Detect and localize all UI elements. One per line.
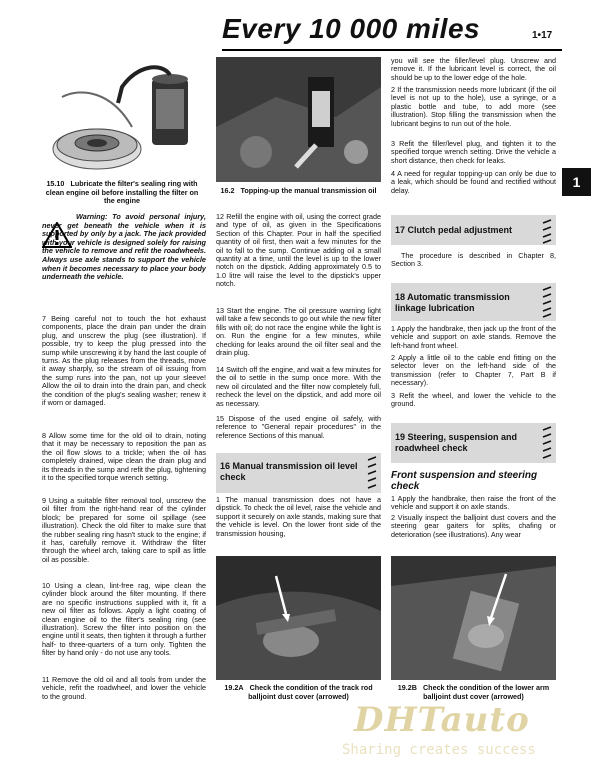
header-rule — [222, 49, 562, 51]
figure-16-2-caption — [216, 187, 381, 196]
spanner-rating-icon — [541, 425, 553, 461]
section-18-step-1: 1 Apply the handbrake, then jack up the front of the vehicle and support on axle stands. Remove the left-hand front wheel. — [391, 324, 556, 350]
figure-19-2a-text: Check the condition of the track rod balljoint dust cover (arrowed) — [248, 683, 373, 701]
section-16-continued: you will see the filler/level plug. Unscrew and remove it. If the lubricant level is correct, the oil should be up to the lower edge of the hole. — [391, 56, 556, 82]
section-19-step-1: 1 Apply the handbrake, then raise the front of the vehicle and support it on axle stands. — [391, 494, 556, 512]
section-16-title: 16 Manual transmission oil level check — [220, 461, 358, 482]
figure-19-2a-image — [216, 556, 381, 680]
spanner-rating-icon — [541, 218, 553, 244]
step-11: 11 Remove the old oil and all tools from under the vehicle, refit the roadwheel, and lower the vehicle to the ground. — [42, 675, 206, 701]
figure-15-10-caption — [42, 180, 202, 206]
chapter-tab-number: 1 — [572, 174, 581, 190]
spanner-rating-icon — [541, 285, 553, 319]
section-17-text: The procedure is described in Chapter 8, Section 3. — [391, 251, 556, 269]
figure-16-2-text: Topping-up the manual transmission oil — [240, 186, 377, 195]
figure-15-10-number: 15.10 — [46, 179, 65, 188]
step-10: 10 Using a clean, lint-free rag, wipe clean the cylinder block around the filter mounting. If there are no specific instructions supplied with it, fit a new oil filter as follows. Apply a light coating of clean engine oil to the filter's sealing ring (see illustration). Screw the filter into position on the engine until it seats, then tighten it through a further half- to three-quarters of a turn only. Tighten the filter by hand only - do not use any tools. — [42, 581, 206, 658]
header-title: Every 10 000 miles — [222, 13, 481, 44]
warning-text: Warning: To avoid personal injury, never get beneath the vehicle when it is supported by only by a jack. The jack provided with your vehicle is designed solely for raising the vehicle to remove and refit the roadwheels. Always use axle stands to support the vehicle when it becomes necessary to place your body underneath the vehicle. — [42, 212, 206, 282]
section-18-title: 18 Automatic transmission linkage lubrication — [395, 292, 510, 313]
section-16-step-1: 1 The manual transmission does not have a dipstick. To check the oil level, raise the vehicle and support it securely on axle stands, making sure that the vehicle is level. On the lower front side of the transmission housing, — [216, 495, 381, 538]
section-19-title: 19 Steering, suspension and roadwheel check — [395, 432, 518, 453]
figure-19-2a-number: 19.2A — [224, 683, 244, 692]
page-number: 1•17 — [532, 30, 553, 41]
section-19-step-2: 2 Visually inspect the balljoint dust covers and the steering gear gaiters for splits, chafing or deterioration (see illustrations). Any wear — [391, 513, 556, 539]
step-7: 7 Being careful not to touch the hot exhaust components, place the drain pan under the drain plug, and unscrew the plug (see illustration). If possible, try to keep the plug pressed into the sump while unscrewing it by hand the last couple of turns. As the plug releases from the threads, move it away sharply, so the stream of oil issuing from the sump runs into the pan, not up your sleeve! Allow the oil to drain into the drain pan, and check the condition of the plug's sealing washer; renew it if worn or damaged. — [42, 314, 206, 408]
section-16-step-2: 2 If the transmission needs more lubricant (if the oil level is not up to the hole), use a syringe, or a plastic bottle and tube, to add more (see illustration). Stop filling the transmission when the lubricant begins to run out of the hole. — [391, 85, 556, 128]
step-12: 12 Refill the engine with oil, using the correct grade and type of oil, as given in the Specifications Section of this Chapter. Pour in half the specified quantity of oil first, then wait a few minutes for the oil to fall to the sump. Continue adding oil a small quantity at a time, until the level is up to the lower notch on the dipstick. Adding approximately 0.5 to 1.0 litre will raise the level to the dipstick's upper notch. — [216, 212, 381, 289]
figure-15-10-image — [42, 57, 202, 175]
figure-19-2b-number: 19.2B — [397, 683, 417, 692]
figure-19-2b-image — [391, 556, 556, 680]
step-14: 14 Switch off the engine, and wait a few minutes for the oil to settle in the sump once more. With the new oil circulated and the filter now completely full, recheck the level on the dipstick, and add more oil as necessary. — [216, 365, 381, 408]
figure-15-10-text: Lubricate the filter's sealing ring with clean engine oil before installing the filter on the engine — [45, 179, 199, 206]
section-16-step-3: 3 Refit the filler/level plug, and tighten it to the specified torque wrench setting. Drive the vehicle a short distance, then check for leaks. — [391, 139, 556, 165]
figure-19-2b-caption — [391, 684, 556, 701]
watermark-brand: DHTauto — [354, 700, 530, 740]
step-13: 13 Start the engine. The oil pressure warning light will take a few seconds to go out while the new filter fills with oil; do not race the engine while the light is on. Run the engine for a few minutes, while checking for leaks around the oil filter seal and the drain plug. — [216, 306, 381, 358]
section-19-subheading: Front suspension and steering check — [391, 470, 538, 492]
figure-16-2-number: 16.2 — [220, 186, 235, 195]
watermark-logo — [334, 700, 584, 760]
section-16-step-4: 4 A need for regular topping-up can only be due to a leak, which should be found and rectified without delay. — [391, 169, 556, 195]
section-18-step-3: 3 Refit the wheel, and lower the vehicle to the ground. — [391, 391, 556, 409]
figure-19-2a-caption — [216, 684, 381, 701]
step-15: 15 Dispose of the used engine oil safely, with reference to "General repair procedures" in the reference Sections of this manual. — [216, 414, 381, 440]
step-8: 8 Allow some time for the old oil to drain, noting that it may be necessary to reposition the pan as the oil flow slows to a trickle; when the oil has completely drained, wipe clean the drain plug and its threads in the sump and refit the plug, tightening it to the specified torque wrench setting. — [42, 431, 206, 483]
spanner-rating-icon — [366, 455, 378, 491]
figure-19-2b-text: Check the condition of the lower arm balljoint dust cover (arrowed) — [422, 683, 550, 701]
section-18-step-2: 2 Apply a little oil to the cable end fitting on the selector lever on the left-hand side of the transmission (refer to Chapter 7, Part B if necessary). — [391, 353, 556, 388]
watermark-tagline: Sharing creates success — [342, 742, 536, 758]
step-9: 9 Using a suitable filter removal tool, unscrew the oil filter from the right-hand rear of the cylinder block; be prepared for some oil spillage (see illustration). Check the old filter to make sure that the rubber sealing ring hasn't stuck to the engine; if it has, carefully remove it. Withdraw the filter through the wheel arch, taking care to spill as little oil as possible. — [42, 496, 206, 564]
chapter-tab — [562, 168, 591, 196]
figure-16-2-image — [216, 57, 381, 182]
section-17-title: 17 Clutch pedal adjustment — [395, 225, 513, 235]
